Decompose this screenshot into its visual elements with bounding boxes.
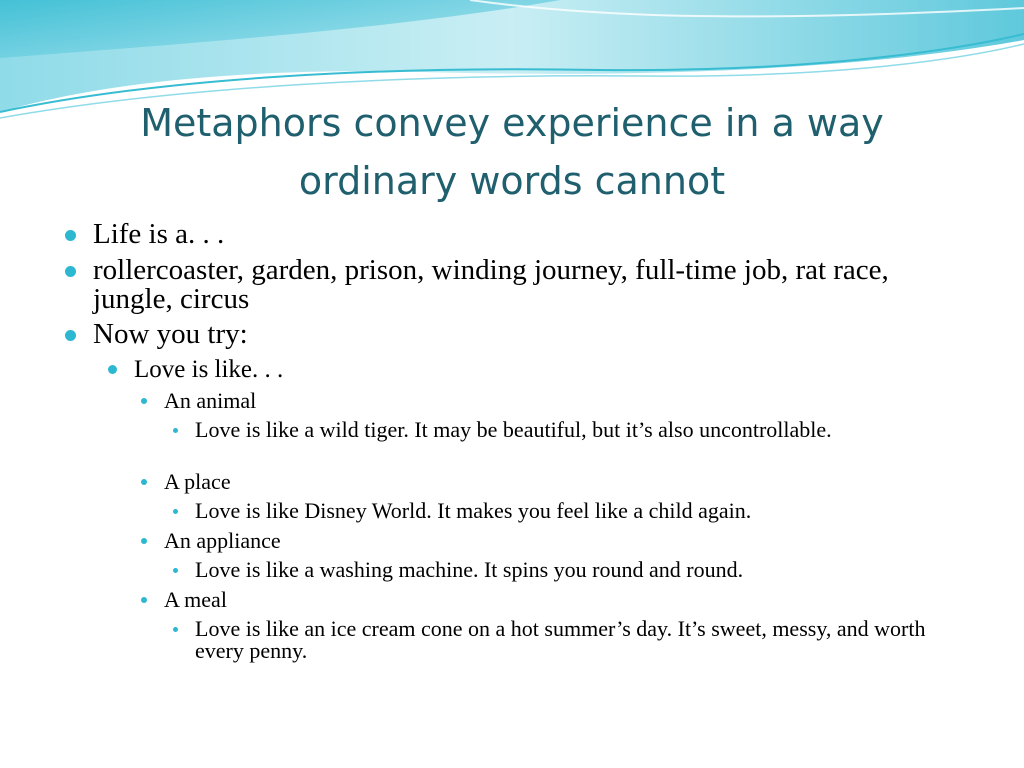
bullet-dot-icon — [141, 538, 147, 544]
bullet-dot-icon — [141, 479, 147, 485]
bullet-item — [93, 220, 963, 249]
bullet-text: Love is like a washing machine. It spins you round and round. — [195, 557, 744, 582]
bullet-dot-icon — [65, 330, 76, 341]
bullet-dot-icon — [141, 597, 147, 603]
bullet-text: An animal — [164, 388, 257, 413]
bullet-text: Love is like an ice cream cone on a hot summer’s day. It’s sweet, messy, and worth every penny. — [195, 616, 926, 663]
bullet-dot-icon — [141, 398, 147, 404]
bullet-item — [195, 559, 955, 581]
bullet-dot-icon — [173, 428, 178, 433]
bullet-dot-icon — [173, 627, 178, 632]
bullet-dot-icon — [65, 266, 76, 277]
bullet-text: Love is like Disney World. It makes you feel like a child again. — [195, 498, 752, 523]
bullet-text: Now you try: — [93, 318, 248, 350]
bullet-item — [93, 320, 923, 349]
bullet-text: A place — [164, 469, 231, 494]
bullet-text: Life is a. . . — [93, 218, 225, 250]
bullet-dot-icon — [65, 230, 76, 241]
bullet-item — [195, 500, 955, 522]
title-line-2: ordinary words cannot — [298, 159, 726, 203]
bullet-dot-icon — [173, 568, 178, 573]
bullet-item — [195, 419, 895, 441]
bullet-item — [164, 529, 944, 553]
bullet-text: rollercoaster, garden, prison, winding journey, full-time job, rat race, jungle, circus — [93, 254, 889, 315]
bullet-item — [164, 389, 944, 413]
bullet-text: Love is like a wild tiger. It may be beautiful, but it’s also uncontrollable. — [195, 417, 832, 442]
bullet-item — [164, 470, 944, 494]
bullet-item — [164, 588, 944, 612]
bullet-item — [93, 256, 923, 314]
bullet-dot-icon — [108, 365, 117, 374]
bullet-text: Love is like. . . — [134, 356, 284, 383]
bullet-dot-icon — [173, 509, 178, 514]
title-line-1: Metaphors convey experience in a way — [140, 101, 884, 145]
bullet-item — [134, 356, 934, 383]
bullet-text: An appliance — [164, 528, 281, 553]
bullet-item — [195, 618, 935, 662]
bullet-text: A meal — [164, 587, 227, 612]
